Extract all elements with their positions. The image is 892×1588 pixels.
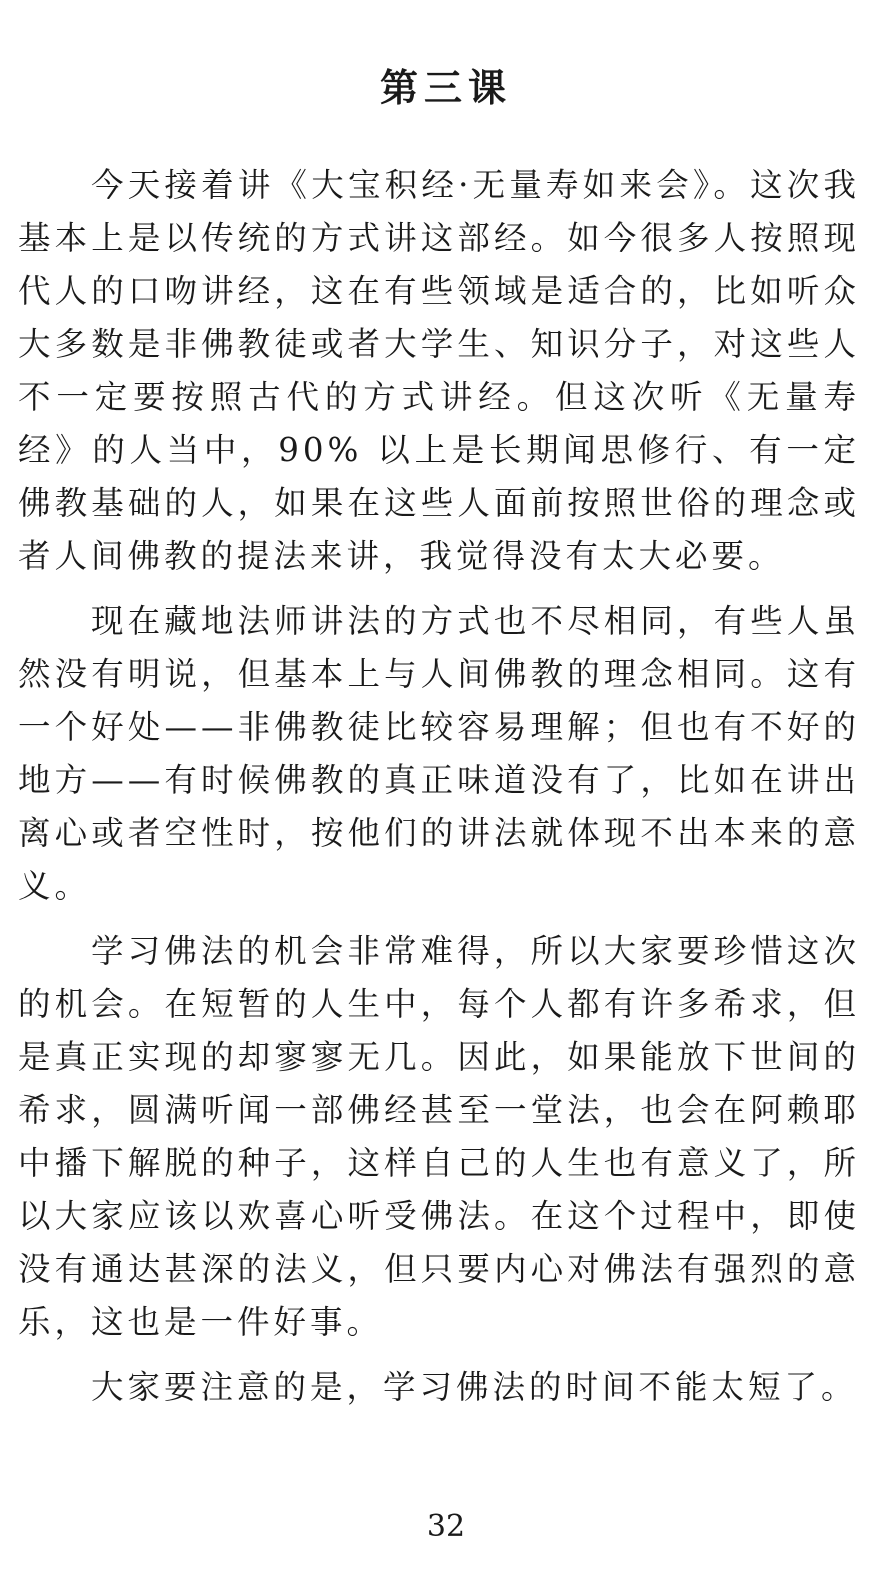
lesson-title: 第三课 [379, 65, 512, 110]
paragraph-1: 今天接着讲《大宝积经·无量寿如来会》。这次我基本上是以传统的方式讲这部经。如今很多人按照现代人的口吻讲经，这在有些领域是适合的，比如听众大多数是非佛教徒或者大学生、知识分子，对这些人不一定要按照古代的方式讲经。但这次听《无量寿经》的人当中，90% 以上是长期闻思修行、有一定佛教基础的人，如果在这些人面前按照世俗的理念或者人间佛教的提法来讲，我觉得没有太大必要。 [18, 166, 860, 575]
paragraph-3: 学习佛法的机会非常难得，所以大家要珍惜这次的机会。在短暂的人生中，每个人都有许多希求，但是真正实现的却寥寥无几。因此，如果能放下世间的希求，圆满听闻一部佛经甚至一堂法，也会在阿赖耶中播下解脱的种子，这样自己的人生也有意义了，所以大家应该以欢喜心听受佛法。在这个过程中，即使没有通达甚深的法义，但只要内心对佛法有强烈的意乐，这也是一件好事。 [18, 932, 860, 1341]
paragraph-2: 现在藏地法师讲法的方式也不尽相同，有些人虽然没有明说，但基本上与人间佛教的理念相同。这有一个好处——非佛教徒比较容易理解；但也有不好的地方——有时候佛教的真正味道没有了，比如在讲出离心或者空性时，按他们的讲法就体现不出本来的意义。 [18, 602, 860, 905]
body-text [18, 159, 860, 1414]
paragraph-4: 大家要注意的是，学习佛法的时间不能太短了。 [91, 1368, 858, 1406]
page-number: 32 [426, 1509, 466, 1544]
